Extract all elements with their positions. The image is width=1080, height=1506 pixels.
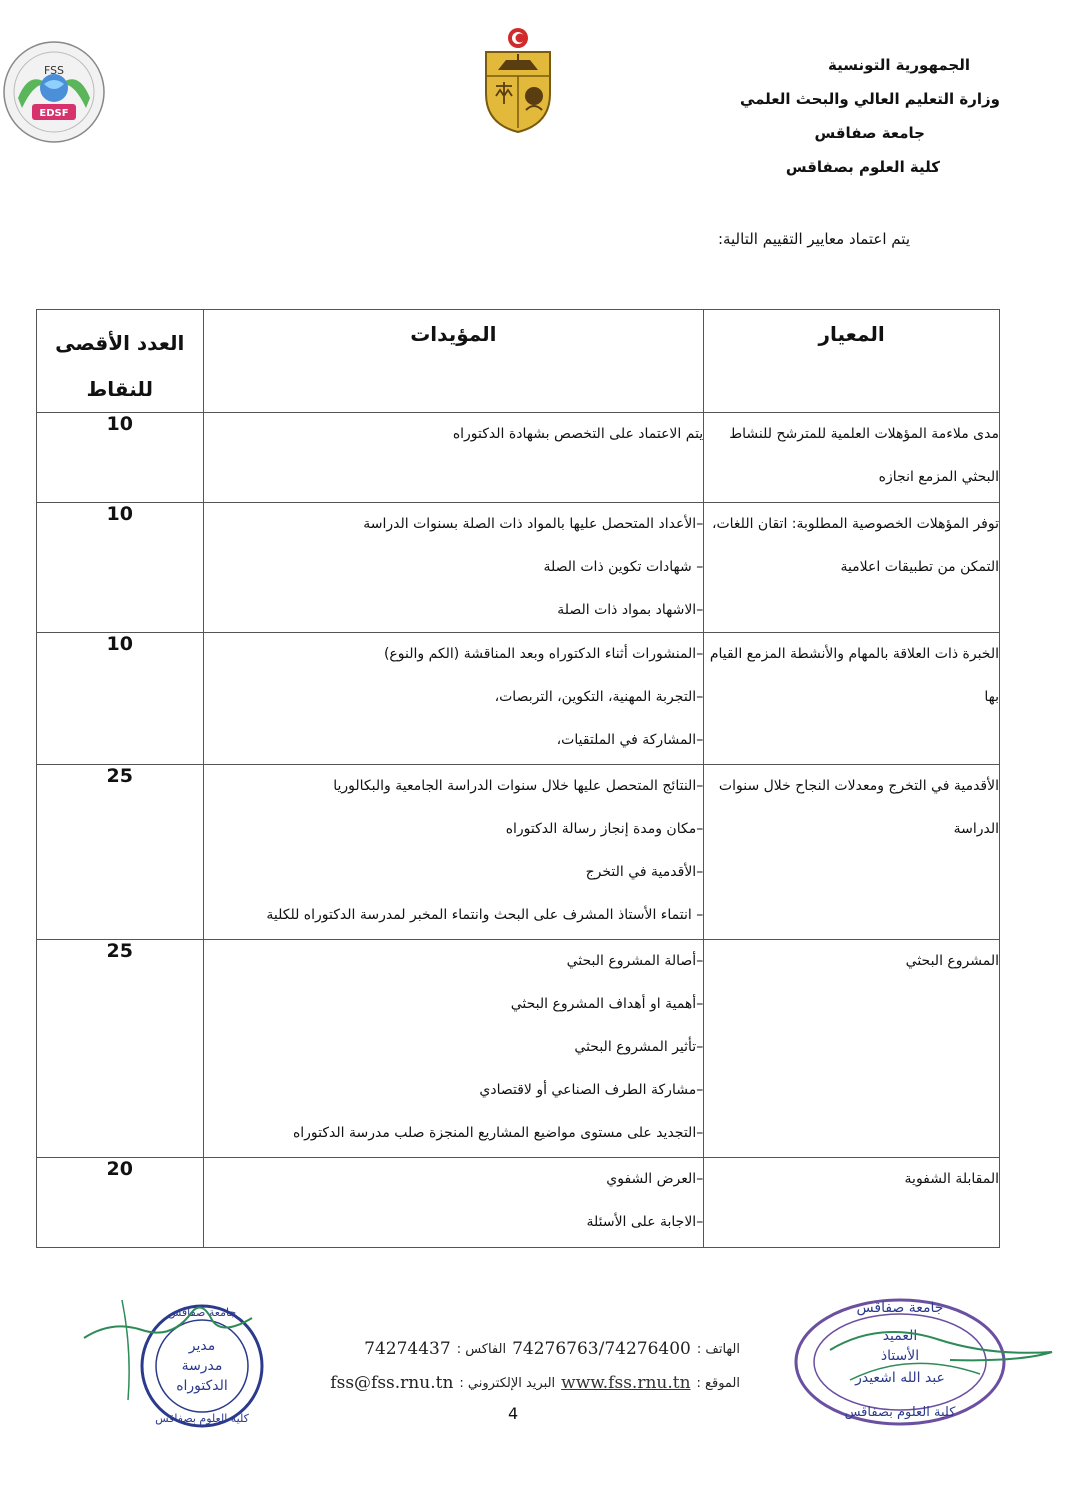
indicator-item: –تأثير المشروع البحثي xyxy=(574,1039,704,1055)
indicator-item: –التجديد على مستوى مواضيع المشاريع المنجزة صلب مدرسة الدكتوراه xyxy=(292,1125,704,1141)
criterion-cell: المشروع البحثي xyxy=(704,940,1000,1158)
criterion-cell: توفر المؤهلات الخصوصية المطلوبة: اتقان اللغات، التمكن من تطبيقات اعلامية xyxy=(704,503,1000,633)
fax-label: الفاكس : xyxy=(456,1341,507,1357)
stamp-right-line: عبد الله اشعيدر xyxy=(855,1370,945,1386)
indicators-cell xyxy=(203,503,704,633)
website-link[interactable]: www.fss.rnu.tn xyxy=(561,1373,691,1393)
indicator-item: –التجربة المهنية، التكوين، التربصات، xyxy=(494,689,704,705)
table-row xyxy=(37,765,1000,940)
site-label: الموقع : xyxy=(696,1375,740,1391)
phone-value: 74276763/74276400 xyxy=(512,1339,691,1359)
indicator-item: يتم الاعتماد على التخصص بشهادة الدكتوراه xyxy=(452,426,704,442)
email-value[interactable]: fss@fss.rnu.tn xyxy=(330,1373,454,1393)
indicators-cell xyxy=(203,765,704,940)
indicators-cell xyxy=(203,940,704,1158)
points-cell: 25 xyxy=(37,940,204,1158)
criterion-cell: مدى ملاءمة المؤهلات العلمية للمترشح للنشاط البحثي المزمع انجازه xyxy=(704,413,1000,503)
header-criterion: المعيار xyxy=(704,310,1000,413)
points-cell: 10 xyxy=(37,633,204,765)
contact-info xyxy=(290,1332,740,1400)
fax-value: 74274437 xyxy=(364,1339,451,1359)
stamp-left-bottom: كلية العلوم بصفاقس xyxy=(155,1412,249,1425)
indicator-item: –المنشورات أثناء الدكتوراه وبعد المناقشة (الكم والنوع) xyxy=(383,646,704,662)
logo-text: FSS xyxy=(43,64,65,77)
intro-text: يتم اعتماد معايير التقييم التالية: xyxy=(717,230,910,248)
table-row xyxy=(37,1158,1000,1248)
header-max-line1: العدد الأقصى xyxy=(55,331,185,355)
table-row xyxy=(37,633,1000,765)
criterion-cell: الأقدمية في التخرج ومعدلات النجاح خلال سنوات الدراسة xyxy=(704,765,1000,940)
indicators-cell xyxy=(203,633,704,765)
stamp-left-line: مدير xyxy=(188,1338,216,1354)
indicator-item: –النتائج المتحصل عليها خلال سنوات الدراسة الجامعية والبكالوريا xyxy=(333,778,704,794)
indicators-cell xyxy=(203,1158,704,1248)
points-cell: 10 xyxy=(37,413,204,503)
points-cell: 10 xyxy=(37,503,204,633)
institution-header xyxy=(630,48,1000,184)
indicator-item: –أصالة المشروع البحثي xyxy=(566,953,704,969)
indicator-item: – انتماء الأستاذ المشرف على البحث وانتماء المخبر لمدرسة الدكتوراه للكلية xyxy=(266,907,704,923)
stamp-left-top: جامعة صفاقس xyxy=(167,1306,237,1319)
header-line-ministry: وزارة التعليم العالي والبحث العلمي xyxy=(739,90,1000,108)
indicator-item: –مشاركة الطرف الصناعي أو لاقتصادي xyxy=(479,1082,704,1098)
indicator-item: –أهمية او أهداف المشروع البحثي xyxy=(510,996,704,1012)
indicator-item: –الأعداد المتحصل عليها بالمواد ذات الصلة بسنوات الدراسة xyxy=(363,516,704,532)
stamp-right-bottom: كلية العلوم بصفاقس xyxy=(844,1405,956,1420)
logo-subtext: EDSF xyxy=(39,108,69,119)
criterion-cell: المقابلة الشفوية xyxy=(704,1158,1000,1248)
page-number: 4 xyxy=(508,1404,519,1423)
header-line-republic: الجمهورية التونسية xyxy=(828,56,970,74)
header-line-faculty: كلية العلوم بصفاقس xyxy=(785,158,940,176)
table-row xyxy=(37,940,1000,1158)
stamp-left-line: مدرسة xyxy=(181,1358,223,1374)
indicator-item: –مكان ومدة إنجاز رسالة الدكتوراه xyxy=(505,821,704,837)
indicators-cell xyxy=(203,413,704,503)
signature-mark xyxy=(830,1332,1052,1360)
points-cell: 20 xyxy=(37,1158,204,1248)
table-row xyxy=(37,503,1000,633)
stamp-right-line: الأستاذ xyxy=(880,1348,920,1364)
phone-label: الهاتف : xyxy=(696,1341,740,1357)
indicator-item: –الاجابة على الأسئلة xyxy=(586,1214,704,1230)
email-label: البريد الإلكتروني : xyxy=(459,1375,556,1391)
header-indicators: المؤيدات xyxy=(203,310,704,413)
header-line-university: جامعة صفاقس xyxy=(814,124,925,142)
indicator-item: –العرض الشفوي xyxy=(606,1171,704,1187)
evaluation-criteria-table xyxy=(36,309,1000,1248)
dean-stamp xyxy=(790,1290,1065,1440)
indicator-item: –الأقدمية في التخرج xyxy=(585,864,704,880)
points-cell: 25 xyxy=(37,765,204,940)
stamp-right-line: العميد xyxy=(882,1328,918,1344)
contact-web-row xyxy=(290,1366,740,1400)
header-max-line2: للنقاط xyxy=(86,377,154,401)
header-max-points xyxy=(37,310,204,413)
indicator-item: – شهادات تكوين ذات الصلة xyxy=(543,559,704,575)
table-header-row xyxy=(37,310,1000,413)
table-row xyxy=(37,413,1000,503)
indicator-item: –الاشهاد بمواد ذات الصلة xyxy=(557,602,704,618)
doctoral-school-stamp xyxy=(82,1290,282,1440)
coat-of-arms-emblem xyxy=(478,24,558,136)
indicator-item: –المشاركة في الملتقيات، xyxy=(556,732,704,748)
stamp-left-line: الدكتوراه xyxy=(176,1378,228,1394)
fss-logo xyxy=(0,38,108,146)
criterion-cell: الخبرة ذات العلاقة بالمهام والأنشطة المزمع القيام بها xyxy=(704,633,1000,765)
contact-phone-row xyxy=(290,1332,740,1366)
stamp-right-top: جامعة صفاقس xyxy=(856,1300,944,1316)
